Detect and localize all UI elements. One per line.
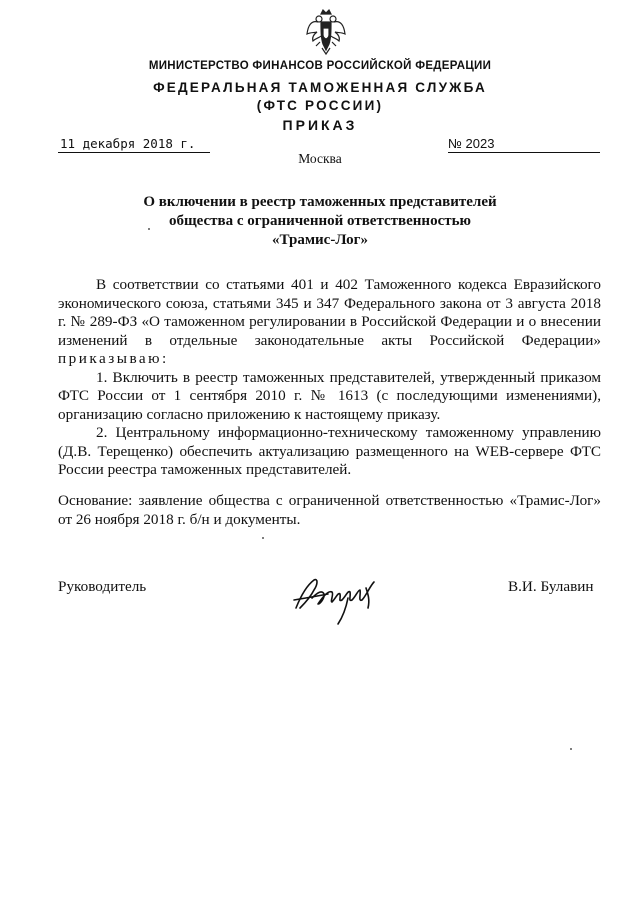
signatory-role: Руководитель xyxy=(58,578,147,595)
handwritten-signature xyxy=(288,568,398,628)
item-1: 1. Включить в реестр таможенных представителей, утвержденный приказом ФТС России от 1 сентября 2010 г. № 1613 (с последующими изменениями), организацию согласно приложению к настоящему приказу. xyxy=(58,368,601,423)
order-word: приказываю: xyxy=(58,350,169,367)
scan-speck xyxy=(570,748,572,750)
order-number: № 2023 xyxy=(448,136,600,153)
basis-paragraph: Основание: заявление общества с ограниченной ответственностью «Трамис-Лог» от 26 ноября 2018 г. б/н и документы. xyxy=(58,492,601,528)
coat-of-arms-emblem xyxy=(305,8,347,56)
signatory-name: В.И. Булавин xyxy=(508,578,594,595)
intro-paragraph xyxy=(58,276,601,369)
order-date: 11 декабря 2018 г. xyxy=(58,136,210,153)
order-title: ПРИКАЗ xyxy=(282,117,358,133)
subject-line1: О включении в реестр таможенных представителей xyxy=(143,194,497,210)
ministry-name: МИНИСТЕРСТВО ФИНАНСОВ РОССИЙСКОЙ ФЕДЕРАЦИИ xyxy=(148,60,492,72)
scan-speck xyxy=(262,537,264,539)
subject-line2: общества с ограниченной ответственностью xyxy=(169,213,471,229)
order-city: Москва xyxy=(298,151,342,166)
order-body xyxy=(58,276,601,480)
order-subject xyxy=(100,193,540,250)
service-name-line1: ФЕДЕРАЛЬНАЯ ТАМОЖЕННАЯ СЛУЖБА xyxy=(153,80,487,95)
scan-speck xyxy=(148,228,150,230)
subject-line3: «Трамис-Лог» xyxy=(272,232,368,248)
service-name-line2: (ФТС РОССИИ) xyxy=(256,98,384,113)
item-2: 2. Центральному информационно-техническому таможенному управлению (Д.В. Терещенко) обеспечить актуализацию размещенного на WEB-сервере ФТС России реестра таможенных представителей. xyxy=(58,424,601,478)
intro-text: В соответствии со статьями 401 и 402 Таможенного кодекса Евразийского экономического союза, статьями 345 и 347 Федерального закона от 3 августа 2018 г. № 289-ФЗ «О таможенном регулировании в Российской Федерации и о внесении изменений в отдельные законодательные акты Российской Федерации» xyxy=(58,276,601,349)
service-name xyxy=(0,79,640,115)
